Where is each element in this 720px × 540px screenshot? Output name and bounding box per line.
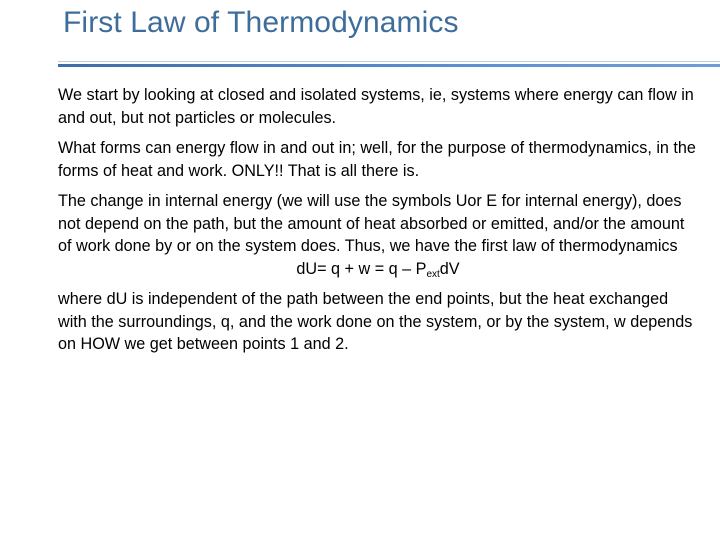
paragraph-closed-systems: We start by looking at closed and isolated systems, ie, systems where energy can flow in and out, but not particles or molecules. — [58, 86, 694, 127]
slide-body — [58, 84, 698, 364]
equation-subscript: ext — [426, 268, 440, 280]
title-divider — [58, 64, 720, 67]
slide-title: First Law of Thermodynamics — [63, 6, 459, 39]
equation-main: dU= q + w = q – P — [296, 259, 427, 278]
first-law-equation — [58, 258, 698, 281]
equation-tail: dV — [439, 259, 460, 278]
paragraph-path-dependence: where dU is independent of the path between the end points, but the heat exchanged with the surroundings, q, and the work done on the system, or by the system, w depends on HOW we get between points 1 and 2. — [58, 290, 693, 353]
paragraph-energy-forms: What forms can energy flow in and out in; well, for the purpose of thermodynamics, in the forms of heat and work. ONLY!! That is all there is. — [58, 139, 696, 180]
paragraph-internal-energy: The change in internal energy (we will use the symbols Uor E for internal energy), does not depend on the path, but the amount of heat absorbed or emitted, and/or the amount of work done by or on the system does. Thus, we have the first law of thermodynamics — [58, 192, 685, 255]
